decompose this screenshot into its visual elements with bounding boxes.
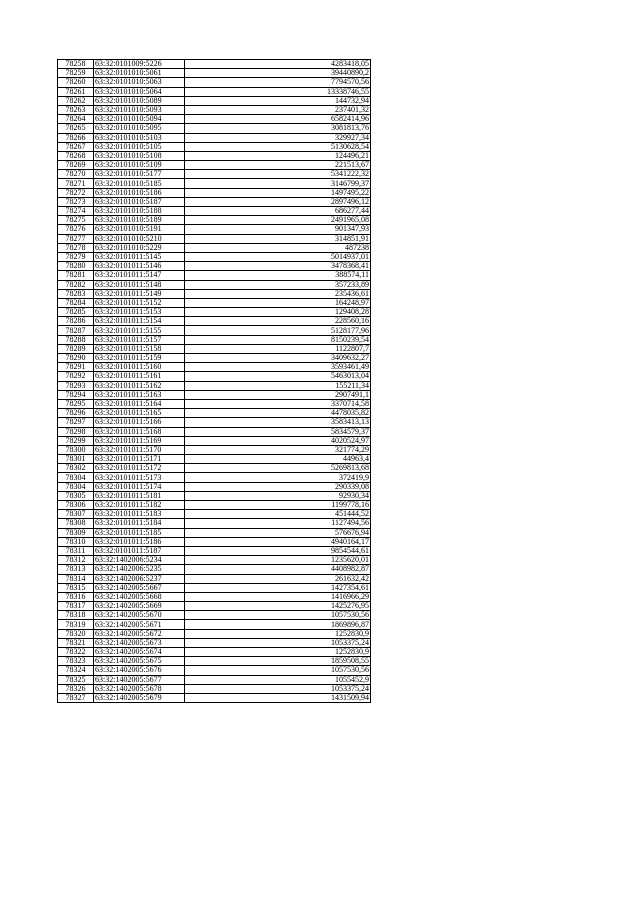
cadastral-number-cell: 63:32:1402005:5669 — [94, 602, 185, 611]
row-number-cell: 78326 — [58, 684, 94, 693]
row-number-cell: 78269 — [58, 161, 94, 170]
cadastral-value-cell: 686277,44 — [185, 207, 371, 216]
cadastral-value-cell: 329927,34 — [185, 133, 371, 142]
cadastral-value-cell: 4940164,17 — [185, 537, 371, 546]
cadastral-value-cell: 487238 — [185, 243, 371, 252]
cadastral-value-cell: 164248,97 — [185, 298, 371, 307]
cadastral-value-cell: 576676,94 — [185, 528, 371, 537]
table-row — [58, 399, 371, 408]
table-row — [58, 675, 371, 684]
row-number-cell: 78305 — [58, 491, 94, 500]
cadastral-value-cell: 4283418,05 — [185, 60, 371, 69]
row-number-cell: 78279 — [58, 252, 94, 261]
cadastral-value-cell: 3146799,37 — [185, 179, 371, 188]
table-row — [58, 151, 371, 160]
cadastral-number-cell: 63:32:0101010:5093 — [94, 105, 185, 114]
table-row — [58, 179, 371, 188]
row-number-cell: 78307 — [58, 510, 94, 519]
table-row — [58, 693, 371, 702]
row-number-cell: 78275 — [58, 216, 94, 225]
table-row — [58, 455, 371, 464]
row-number-cell: 78306 — [58, 501, 94, 510]
cadastral-number-cell: 63:32:0101011:5161 — [94, 372, 185, 381]
table-row — [58, 170, 371, 179]
row-number-cell: 78276 — [58, 225, 94, 234]
row-number-cell: 78325 — [58, 675, 94, 684]
row-number-cell: 78289 — [58, 344, 94, 353]
row-number-cell: 78266 — [58, 133, 94, 142]
table-row — [58, 225, 371, 234]
cadastral-value-cell: 124496,21 — [185, 151, 371, 160]
cadastral-value-cell: 44963,4 — [185, 455, 371, 464]
row-number-cell: 78294 — [58, 390, 94, 399]
row-number-cell: 78321 — [58, 638, 94, 647]
cadastral-number-cell: 63:32:1402005:5672 — [94, 629, 185, 638]
row-number-cell: 78277 — [58, 234, 94, 243]
row-number-cell: 78297 — [58, 418, 94, 427]
cadastral-number-cell: 63:32:1402005:5671 — [94, 620, 185, 629]
row-number-cell: 78280 — [58, 262, 94, 271]
cadastral-number-cell: 63:32:1402006:5235 — [94, 565, 185, 574]
cadastral-number-cell: 63:32:0101011:5163 — [94, 390, 185, 399]
cadastral-value-cell: 228560,16 — [185, 317, 371, 326]
table-row — [58, 271, 371, 280]
row-number-cell: 78282 — [58, 280, 94, 289]
table-row — [58, 354, 371, 363]
row-number-cell: 78296 — [58, 409, 94, 418]
table-row — [58, 298, 371, 307]
table-row — [58, 473, 371, 482]
row-number-cell: 78298 — [58, 427, 94, 436]
table-row — [58, 115, 371, 124]
row-number-cell: 78258 — [58, 60, 94, 69]
table-row — [58, 289, 371, 298]
cadastral-value-cell: 1057530,56 — [185, 666, 371, 675]
cadastral-number-cell: 63:32:0101011:5154 — [94, 317, 185, 326]
cadastral-value-cell: 314851,91 — [185, 234, 371, 243]
row-number-cell: 78311 — [58, 546, 94, 555]
table-row — [58, 528, 371, 537]
cadastral-value-cell: 221513,67 — [185, 161, 371, 170]
cadastral-value-table — [57, 59, 371, 703]
cadastral-number-cell: 63:32:0101011:5169 — [94, 436, 185, 445]
row-number-cell: 78302 — [58, 464, 94, 473]
cadastral-value-cell: 290339,08 — [185, 482, 371, 491]
row-number-cell: 78299 — [58, 436, 94, 445]
table-row — [58, 308, 371, 317]
row-number-cell: 78274 — [58, 207, 94, 216]
cadastral-value-cell: 5269813,68 — [185, 464, 371, 473]
table-row — [58, 565, 371, 574]
table-row — [58, 372, 371, 381]
table-row — [58, 464, 371, 473]
cadastral-number-cell: 63:32:0101010:5210 — [94, 234, 185, 243]
cadastral-value-cell: 7794570,56 — [185, 78, 371, 87]
table-row — [58, 197, 371, 206]
table-row — [58, 326, 371, 335]
cadastral-value-cell: 4408982,87 — [185, 565, 371, 574]
cadastral-number-cell: 63:32:0101011:5145 — [94, 252, 185, 261]
cadastral-number-cell: 63:32:0101010:5063 — [94, 78, 185, 87]
cadastral-value-cell: 6582414,96 — [185, 115, 371, 124]
cadastral-value-cell: 5341222,32 — [185, 170, 371, 179]
table-row — [58, 96, 371, 105]
cadastral-value-cell: 1057530,56 — [185, 611, 371, 620]
cadastral-value-cell: 3478368,41 — [185, 262, 371, 271]
table-row — [58, 546, 371, 555]
cadastral-value-cell: 3409632,27 — [185, 354, 371, 363]
table-row — [58, 69, 371, 78]
cadastral-number-cell: 63:32:0101009:5226 — [94, 60, 185, 69]
cadastral-number-cell: 63:32:1402005:5679 — [94, 693, 185, 702]
cadastral-value-cell: 13338746,55 — [185, 87, 371, 96]
table-row — [58, 445, 371, 454]
table-row — [58, 620, 371, 629]
cadastral-number-cell: 63:32:0101010:5177 — [94, 170, 185, 179]
cadastral-value-cell: 1127494,56 — [185, 519, 371, 528]
cadastral-number-cell: 63:32:0101010:5108 — [94, 151, 185, 160]
cadastral-number-cell: 63:32:0101010:5109 — [94, 161, 185, 170]
cadastral-value-cell: 237401,32 — [185, 105, 371, 114]
row-number-cell: 78286 — [58, 317, 94, 326]
cadastral-number-cell: 63:32:0101010:5095 — [94, 124, 185, 133]
cadastral-value-cell: 1252830,9 — [185, 648, 371, 657]
cadastral-value-cell: 5834579,37 — [185, 427, 371, 436]
cadastral-value-cell: 321774,29 — [185, 445, 371, 454]
table-row — [58, 280, 371, 289]
table-row — [58, 638, 371, 647]
row-number-cell: 78327 — [58, 693, 94, 702]
table-row — [58, 574, 371, 583]
cadastral-number-cell: 63:32:0101011:5164 — [94, 399, 185, 408]
row-number-cell: 78310 — [58, 537, 94, 546]
row-number-cell: 78268 — [58, 151, 94, 160]
table-row — [58, 436, 371, 445]
table-row — [58, 216, 371, 225]
table-row — [58, 510, 371, 519]
cadastral-number-cell: 63:32:0101010:5064 — [94, 87, 185, 96]
cadastral-value-cell: 5130628,54 — [185, 142, 371, 151]
row-number-cell: 78318 — [58, 611, 94, 620]
cadastral-value-cell: 261632,42 — [185, 574, 371, 583]
row-number-cell: 78295 — [58, 399, 94, 408]
row-number-cell: 78283 — [58, 289, 94, 298]
row-number-cell: 78315 — [58, 583, 94, 592]
row-number-cell: 78267 — [58, 142, 94, 151]
cadastral-value-cell: 1199778,16 — [185, 501, 371, 510]
table-row — [58, 262, 371, 271]
row-number-cell: 78270 — [58, 170, 94, 179]
cadastral-number-cell: 63:32:0101011:5173 — [94, 473, 185, 482]
cadastral-number-cell: 63:32:0101010:5094 — [94, 115, 185, 124]
row-number-cell: 78265 — [58, 124, 94, 133]
row-number-cell: 78309 — [58, 528, 94, 537]
cadastral-number-cell: 63:32:0101011:5168 — [94, 427, 185, 436]
row-number-cell: 78284 — [58, 298, 94, 307]
table-row — [58, 335, 371, 344]
cadastral-value-cell: 4020524,97 — [185, 436, 371, 445]
cadastral-value-cell: 388574,11 — [185, 271, 371, 280]
row-number-cell: 78308 — [58, 519, 94, 528]
cadastral-number-cell: 63:32:0101011:5162 — [94, 381, 185, 390]
table-row — [58, 418, 371, 427]
row-number-cell: 78313 — [58, 565, 94, 574]
cadastral-value-cell: 3081813,76 — [185, 124, 371, 133]
cadastral-number-cell: 63:32:1402005:5673 — [94, 638, 185, 647]
cadastral-value-cell: 144732,94 — [185, 96, 371, 105]
cadastral-number-cell: 63:32:0101010:5186 — [94, 188, 185, 197]
cadastral-value-cell: 5128177,96 — [185, 326, 371, 335]
cadastral-value-cell: 1431509,94 — [185, 693, 371, 702]
table-row — [58, 381, 371, 390]
table-row — [58, 556, 371, 565]
table-row — [58, 317, 371, 326]
cadastral-number-cell: 63:32:0101010:5229 — [94, 243, 185, 252]
cadastral-number-cell: 63:32:0101011:5174 — [94, 482, 185, 491]
row-number-cell: 78271 — [58, 179, 94, 188]
cadastral-value-cell: 1869896,87 — [185, 620, 371, 629]
row-number-cell: 78323 — [58, 657, 94, 666]
cadastral-value-cell: 451444,52 — [185, 510, 371, 519]
row-number-cell: 78320 — [58, 629, 94, 638]
table-row — [58, 629, 371, 638]
cadastral-number-cell: 63:32:0101011:5148 — [94, 280, 185, 289]
cadastral-value-cell: 1053375,24 — [185, 684, 371, 693]
cadastral-number-cell: 63:32:0101011:5160 — [94, 363, 185, 372]
row-number-cell: 78264 — [58, 115, 94, 124]
cadastral-number-cell: 63:32:0101011:5187 — [94, 546, 185, 555]
cadastral-number-cell: 63:32:0101011:5165 — [94, 409, 185, 418]
table-row — [58, 519, 371, 528]
table-row — [58, 161, 371, 170]
table-row — [58, 252, 371, 261]
cadastral-number-cell: 63:32:0101011:5170 — [94, 445, 185, 454]
row-number-cell: 78312 — [58, 556, 94, 565]
cadastral-number-cell: 63:32:0101010:5188 — [94, 207, 185, 216]
table-row — [58, 207, 371, 216]
cadastral-number-cell: 63:32:0101011:5186 — [94, 537, 185, 546]
cadastral-value-cell: 1859508,55 — [185, 657, 371, 666]
cadastral-number-cell: 63:32:0101011:5157 — [94, 335, 185, 344]
cadastral-number-cell: 63:32:0101011:5184 — [94, 519, 185, 528]
cadastral-number-cell: 63:32:0101011:5159 — [94, 354, 185, 363]
cadastral-value-cell: 92930,34 — [185, 491, 371, 500]
table-row — [58, 142, 371, 151]
cadastral-value-cell: 2491965,08 — [185, 216, 371, 225]
table-body — [58, 60, 371, 703]
cadastral-number-cell: 63:32:0101010:5185 — [94, 179, 185, 188]
row-number-cell: 78273 — [58, 197, 94, 206]
cadastral-value-cell: 155211,34 — [185, 381, 371, 390]
table-row — [58, 409, 371, 418]
cadastral-number-cell: 63:32:0101011:5149 — [94, 289, 185, 298]
table-row — [58, 482, 371, 491]
row-number-cell: 78281 — [58, 271, 94, 280]
cadastral-value-cell: 1055452,9 — [185, 675, 371, 684]
row-number-cell: 78314 — [58, 574, 94, 583]
row-number-cell: 78261 — [58, 87, 94, 96]
row-number-cell: 78304 — [58, 473, 94, 482]
row-number-cell: 78291 — [58, 363, 94, 372]
row-number-cell: 78290 — [58, 354, 94, 363]
table-row — [58, 537, 371, 546]
table-row — [58, 344, 371, 353]
cadastral-value-cell: 39440890,2 — [185, 69, 371, 78]
table-row — [58, 124, 371, 133]
cadastral-value-cell: 2907491,1 — [185, 390, 371, 399]
cadastral-number-cell: 63:32:0101011:5153 — [94, 308, 185, 317]
cadastral-value-cell: 372419,9 — [185, 473, 371, 482]
cadastral-value-cell: 1427354,61 — [185, 583, 371, 592]
table-row — [58, 363, 371, 372]
table-row — [58, 666, 371, 675]
row-number-cell: 78287 — [58, 326, 94, 335]
cadastral-number-cell: 63:32:0101010:5191 — [94, 225, 185, 234]
cadastral-number-cell: 63:32:1402005:5674 — [94, 648, 185, 657]
cadastral-value-cell: 901347,93 — [185, 225, 371, 234]
cadastral-value-cell: 1252830,9 — [185, 629, 371, 638]
cadastral-number-cell: 63:32:0101011:5182 — [94, 501, 185, 510]
cadastral-number-cell: 63:32:0101011:5172 — [94, 464, 185, 473]
row-number-cell: 78324 — [58, 666, 94, 675]
row-number-cell: 78317 — [58, 602, 94, 611]
row-number-cell: 78301 — [58, 455, 94, 464]
cadastral-number-cell: 63:32:0101011:5183 — [94, 510, 185, 519]
cadastral-number-cell: 63:32:0101011:5147 — [94, 271, 185, 280]
cadastral-number-cell: 63:32:0101010:5105 — [94, 142, 185, 151]
cadastral-value-cell: 1053375,24 — [185, 638, 371, 647]
cadastral-value-cell: 8150239,54 — [185, 335, 371, 344]
cadastral-value-cell: 1122807,7 — [185, 344, 371, 353]
cadastral-number-cell: 63:32:0101010:5103 — [94, 133, 185, 142]
table-row — [58, 234, 371, 243]
row-number-cell: 78285 — [58, 308, 94, 317]
table-row — [58, 78, 371, 87]
cadastral-number-cell: 63:32:0101011:5152 — [94, 298, 185, 307]
table-row — [58, 133, 371, 142]
cadastral-number-cell: 63:32:0101010:5061 — [94, 69, 185, 78]
cadastral-number-cell: 63:32:1402006:5237 — [94, 574, 185, 583]
row-number-cell: 78300 — [58, 445, 94, 454]
cadastral-value-cell: 9854544,61 — [185, 546, 371, 555]
cadastral-number-cell: 63:32:1402005:5675 — [94, 657, 185, 666]
cadastral-value-cell: 1235620,01 — [185, 556, 371, 565]
cadastral-value-cell: 5463013,04 — [185, 372, 371, 381]
cadastral-number-cell: 63:32:1402005:5668 — [94, 592, 185, 601]
row-number-cell: 78288 — [58, 335, 94, 344]
cadastral-number-cell: 63:32:1402005:5676 — [94, 666, 185, 675]
row-number-cell: 78259 — [58, 69, 94, 78]
cadastral-number-cell: 63:32:1402005:5678 — [94, 684, 185, 693]
cadastral-number-cell: 63:32:0101011:5171 — [94, 455, 185, 464]
table-row — [58, 611, 371, 620]
cadastral-number-cell: 63:32:0101011:5158 — [94, 344, 185, 353]
cadastral-value-cell: 235436,61 — [185, 289, 371, 298]
row-number-cell: 78263 — [58, 105, 94, 114]
cadastral-number-cell: 63:32:1402006:5234 — [94, 556, 185, 565]
cadastral-number-cell: 63:32:0101010:5189 — [94, 216, 185, 225]
table-row — [58, 188, 371, 197]
table-row — [58, 243, 371, 252]
table-row — [58, 583, 371, 592]
row-number-cell: 78319 — [58, 620, 94, 629]
table-row — [58, 648, 371, 657]
row-number-cell: 78316 — [58, 592, 94, 601]
table-row — [58, 657, 371, 666]
cadastral-value-cell: 3370714,58 — [185, 399, 371, 408]
cadastral-value-cell: 5014937,01 — [185, 252, 371, 261]
cadastral-number-cell: 63:32:1402005:5677 — [94, 675, 185, 684]
cadastral-value-cell: 1425276,95 — [185, 602, 371, 611]
cadastral-number-cell: 63:32:0101011:5166 — [94, 418, 185, 427]
row-number-cell: 78292 — [58, 372, 94, 381]
table-row — [58, 684, 371, 693]
table-row — [58, 602, 371, 611]
row-number-cell: 78262 — [58, 96, 94, 105]
cadastral-value-cell: 1497495,22 — [185, 188, 371, 197]
cadastral-value-cell: 357233,89 — [185, 280, 371, 289]
table-row — [58, 105, 371, 114]
cadastral-value-cell: 2897496,12 — [185, 197, 371, 206]
cadastral-value-cell: 3593461,49 — [185, 363, 371, 372]
table-row — [58, 501, 371, 510]
table-row — [58, 390, 371, 399]
table-row — [58, 87, 371, 96]
row-number-cell: 78304 — [58, 482, 94, 491]
cadastral-number-cell: 63:32:0101011:5155 — [94, 326, 185, 335]
row-number-cell: 78293 — [58, 381, 94, 390]
cadastral-number-cell: 63:32:1402005:5670 — [94, 611, 185, 620]
table-row — [58, 592, 371, 601]
row-number-cell: 78322 — [58, 648, 94, 657]
row-number-cell: 78260 — [58, 78, 94, 87]
cadastral-number-cell: 63:32:0101010:5187 — [94, 197, 185, 206]
cadastral-value-cell: 1416966,29 — [185, 592, 371, 601]
cadastral-value-cell: 3583413,13 — [185, 418, 371, 427]
table-row — [58, 491, 371, 500]
cadastral-value-cell: 4478035,82 — [185, 409, 371, 418]
cadastral-number-cell: 63:32:0101011:5146 — [94, 262, 185, 271]
cadastral-number-cell: 63:32:0101010:5089 — [94, 96, 185, 105]
row-number-cell: 78272 — [58, 188, 94, 197]
cadastral-number-cell: 63:32:1402005:5667 — [94, 583, 185, 592]
table-row — [58, 427, 371, 436]
table-row — [58, 60, 371, 69]
row-number-cell: 78278 — [58, 243, 94, 252]
cadastral-value-cell: 129408,28 — [185, 308, 371, 317]
cadastral-number-cell: 63:32:0101011:5185 — [94, 528, 185, 537]
cadastral-number-cell: 63:32:0101011:5181 — [94, 491, 185, 500]
